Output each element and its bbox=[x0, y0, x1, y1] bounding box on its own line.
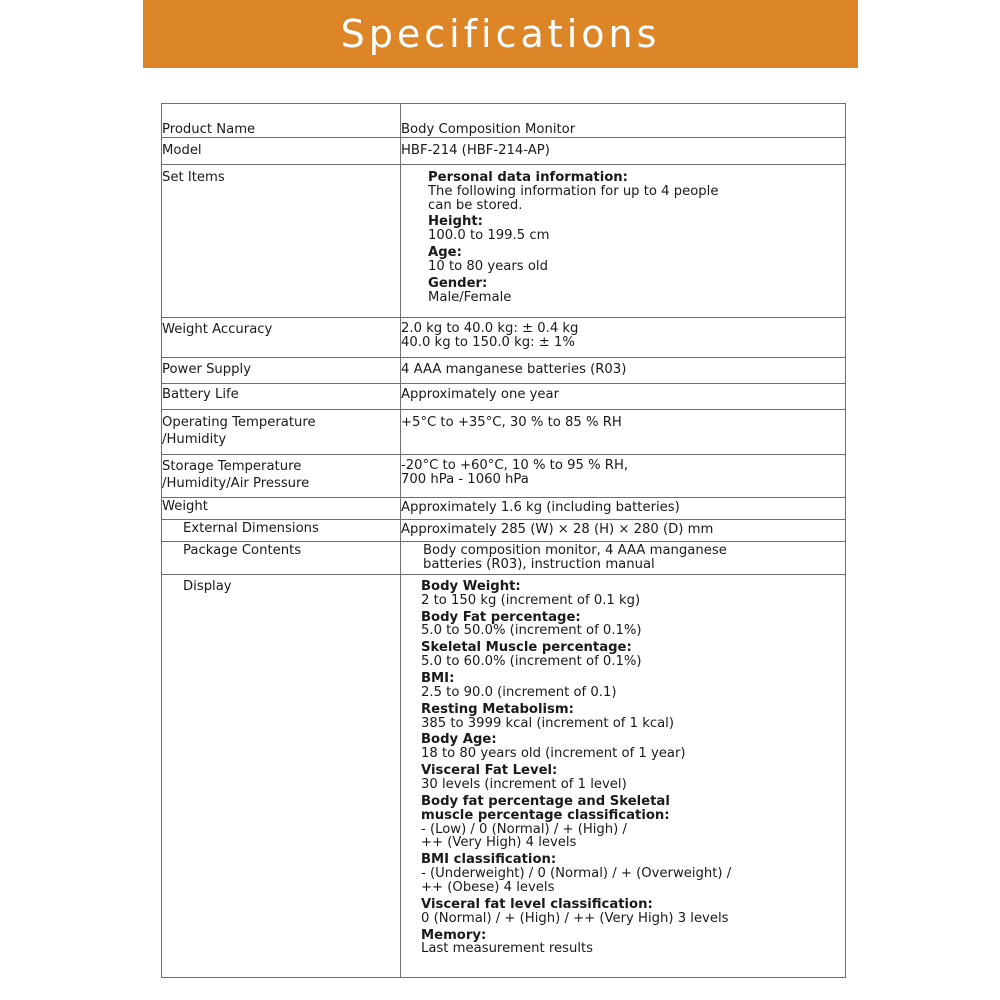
row-label bbox=[162, 357, 401, 383]
table-row bbox=[162, 137, 846, 164]
bmi-classification-group bbox=[421, 853, 845, 895]
skeletal-muscle-group bbox=[421, 641, 845, 669]
row-label bbox=[162, 383, 401, 409]
group-heading: Height: bbox=[428, 214, 483, 230]
row-value bbox=[401, 104, 846, 138]
operating-label bbox=[162, 410, 400, 447]
personal-data-group bbox=[428, 171, 845, 213]
weight-value: Approximately 1.6 kg (including batteries) bbox=[401, 499, 680, 515]
bmi-group bbox=[421, 672, 845, 700]
age-group bbox=[428, 246, 845, 274]
table-row bbox=[162, 541, 846, 574]
memory-group bbox=[421, 929, 845, 957]
group-heading: Body fat percentage and Skeletal bbox=[421, 793, 670, 809]
body-age-group bbox=[421, 733, 845, 761]
group-line: Last measurement results bbox=[421, 941, 594, 957]
row-label bbox=[162, 574, 401, 977]
display-label: Display bbox=[183, 578, 232, 594]
body-weight-group bbox=[421, 580, 845, 608]
table-row bbox=[162, 104, 846, 138]
package-contents-label: Package Contents bbox=[183, 542, 302, 558]
group-line: 18 to 80 years old (increment of 1 year) bbox=[421, 746, 686, 762]
group-line: 385 to 3999 kcal (increment of 1 kcal) bbox=[421, 715, 674, 731]
row-value bbox=[401, 383, 846, 409]
classification-group bbox=[421, 795, 845, 850]
group-heading: Age: bbox=[428, 245, 462, 261]
group-line: can be stored. bbox=[428, 197, 523, 213]
row-value bbox=[401, 357, 846, 383]
table-row bbox=[162, 357, 846, 383]
group-heading: Visceral fat level classification: bbox=[421, 896, 653, 912]
label-line: Operating Temperature bbox=[162, 414, 316, 430]
row-value bbox=[401, 164, 846, 317]
label-line: Storage Temperature bbox=[162, 458, 302, 474]
group-heading: Memory: bbox=[421, 927, 487, 943]
value-line: 40.0 kg to 150.0 kg: ± 1% bbox=[401, 334, 575, 350]
model-label: Model bbox=[162, 142, 202, 158]
row-label bbox=[162, 409, 401, 454]
display-groups bbox=[421, 575, 845, 956]
gender-group bbox=[428, 277, 845, 305]
value-line: -20°C to +60°C, 10 % to 95 % RH, bbox=[401, 457, 629, 473]
operating-value: +5°C to +35°C, 30 % to 85 % RH bbox=[401, 414, 622, 430]
height-group bbox=[428, 215, 845, 243]
group-heading: Resting Metabolism: bbox=[421, 701, 574, 717]
row-value bbox=[401, 317, 846, 357]
model-value: HBF-214 (HBF-214-AP) bbox=[401, 142, 550, 158]
table-row bbox=[162, 164, 846, 317]
value-line: 700 hPa - 1060 hPa bbox=[401, 471, 529, 487]
group-heading: Body Age: bbox=[421, 732, 497, 748]
table-row bbox=[162, 317, 846, 357]
group-line: 2.5 to 90.0 (increment of 0.1) bbox=[421, 684, 617, 700]
row-label bbox=[162, 519, 401, 541]
table-row bbox=[162, 383, 846, 409]
group-line: 2 to 150 kg (increment of 0.1 kg) bbox=[421, 592, 641, 608]
value-line: batteries (R03), instruction manual bbox=[423, 556, 655, 572]
body-fat-group bbox=[421, 611, 845, 639]
group-line: Male/Female bbox=[428, 289, 512, 305]
label-line: /Humidity/Air Pressure bbox=[162, 475, 310, 491]
row-label bbox=[162, 454, 401, 497]
row-label bbox=[162, 317, 401, 357]
group-line: ++ (Obese) 4 levels bbox=[421, 880, 555, 896]
group-heading: Body Weight: bbox=[421, 578, 521, 594]
title-banner bbox=[143, 0, 858, 68]
row-label bbox=[162, 164, 401, 317]
value-line: Body composition monitor, 4 AAA manganese bbox=[423, 542, 727, 558]
set-items-label: Set Items bbox=[162, 169, 225, 185]
page-title: Specifications bbox=[340, 12, 661, 56]
table-row bbox=[162, 519, 846, 541]
battery-life-label: Battery Life bbox=[162, 386, 239, 402]
group-line: - (Underweight) / 0 (Normal) / + (Overweight) / bbox=[421, 866, 732, 882]
value-line: 2.0 kg to 40.0 kg: ± 0.4 kg bbox=[401, 320, 579, 336]
weight-accuracy-label: Weight Accuracy bbox=[162, 321, 273, 337]
label-line: /Humidity bbox=[162, 431, 227, 447]
row-label bbox=[162, 104, 401, 138]
row-label bbox=[162, 137, 401, 164]
external-dimensions-label: External Dimensions bbox=[183, 520, 319, 536]
group-heading: BMI: bbox=[421, 671, 455, 687]
table-row bbox=[162, 574, 846, 977]
row-label bbox=[162, 497, 401, 519]
row-value bbox=[401, 519, 846, 541]
table-row bbox=[162, 497, 846, 519]
group-heading: Skeletal Muscle percentage: bbox=[421, 640, 632, 656]
product-name-label: Product Name bbox=[162, 122, 256, 137]
resting-metabolism-group bbox=[421, 703, 845, 731]
row-value bbox=[401, 137, 846, 164]
set-items-groups bbox=[428, 165, 845, 305]
specifications-table bbox=[161, 103, 846, 978]
group-line: 0 (Normal) / + (High) / ++ (Very High) 3 levels bbox=[421, 910, 729, 926]
battery-life-value: Approximately one year bbox=[401, 386, 560, 402]
weight-label: Weight bbox=[162, 498, 208, 514]
group-line: 5.0 to 60.0% (increment of 0.1%) bbox=[421, 654, 642, 670]
group-line: 10 to 80 years old bbox=[428, 259, 548, 275]
external-dimensions-value: Approximately 285 (W) × 28 (H) × 280 (D) mm bbox=[401, 521, 714, 537]
power-supply-value: 4 AAA manganese batteries (R03) bbox=[401, 361, 627, 377]
table-row bbox=[162, 409, 846, 454]
visceral-classification-group bbox=[421, 898, 845, 926]
row-value bbox=[401, 541, 846, 574]
group-heading: Personal data information: bbox=[428, 169, 628, 185]
group-heading: Gender: bbox=[428, 275, 488, 291]
group-line: The following information for up to 4 people bbox=[428, 183, 719, 199]
group-heading: BMI classification: bbox=[421, 852, 557, 868]
row-value bbox=[401, 454, 846, 497]
visceral-fat-group bbox=[421, 764, 845, 792]
storage-label bbox=[162, 455, 400, 491]
row-value bbox=[401, 574, 846, 977]
row-label bbox=[162, 541, 401, 574]
weight-accuracy-value bbox=[401, 318, 845, 350]
group-line: 100.0 to 199.5 cm bbox=[428, 228, 550, 244]
row-value bbox=[401, 497, 846, 519]
row-value bbox=[401, 409, 846, 454]
group-line: - (Low) / 0 (Normal) / + (High) / bbox=[421, 821, 627, 837]
group-line: 30 levels (increment of 1 level) bbox=[421, 777, 627, 793]
group-heading: Visceral Fat Level: bbox=[421, 763, 558, 779]
group-line: 5.0 to 50.0% (increment of 0.1%) bbox=[421, 623, 642, 639]
group-heading: Body Fat percentage: bbox=[421, 609, 581, 625]
group-heading: muscle percentage classification: bbox=[421, 807, 670, 823]
group-line: ++ (Very High) 4 levels bbox=[421, 835, 577, 851]
power-supply-label: Power Supply bbox=[162, 361, 252, 377]
storage-value bbox=[401, 455, 845, 487]
product-name-value: Body Composition Monitor bbox=[401, 122, 576, 137]
package-contents-value bbox=[423, 542, 845, 572]
table-row bbox=[162, 454, 846, 497]
